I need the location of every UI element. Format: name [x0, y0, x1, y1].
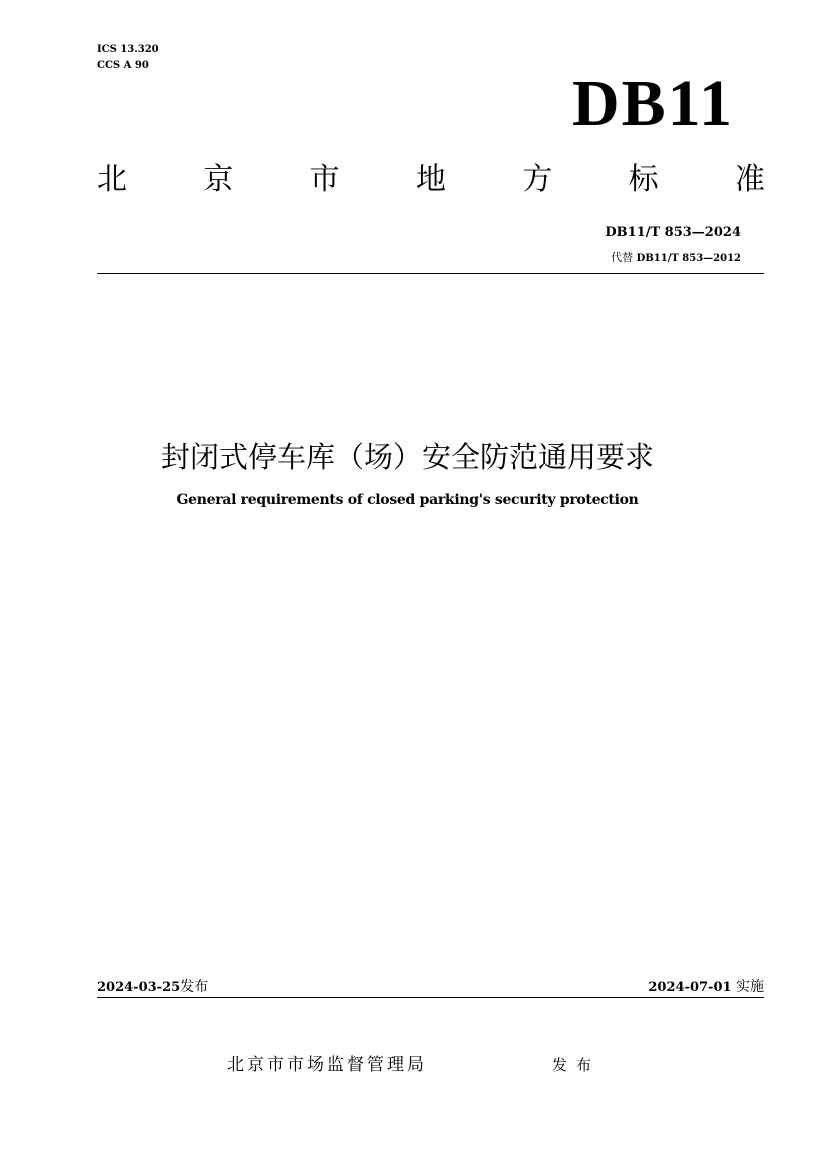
implement-block: [648, 977, 764, 998]
release-date: 2024-03-25: [97, 980, 181, 995]
release-label: 发布: [180, 979, 209, 995]
ics-code: ICS 13.320: [97, 44, 159, 55]
issued-label: 发布: [552, 1056, 601, 1074]
header-divider: [97, 273, 764, 274]
standard-type-char: 北: [97, 162, 127, 197]
standard-type-char: 标: [628, 162, 659, 197]
date-row: [97, 977, 764, 998]
standard-type-char: 地: [415, 162, 446, 197]
standard-type-char: 方: [522, 162, 553, 197]
replaces-prefix: 代替: [611, 251, 634, 264]
replaces-code: DB11/T 853—2012: [636, 253, 741, 264]
standard-type-char: 准: [734, 162, 765, 197]
standard-type-char: 京: [203, 162, 234, 197]
standard-type-char: 市: [309, 162, 340, 197]
db11-logo: DB11: [571, 67, 734, 140]
standard-type-heading: [97, 158, 765, 202]
title-chinese: 封闭式停车库（场）安全防范通用要求: [160, 440, 654, 474]
implement-label: 实施: [736, 979, 764, 995]
classification-codes: [97, 42, 159, 74]
replaces-line: [611, 251, 741, 266]
footer-divider: [97, 997, 764, 998]
issuer-name: 北京市市场监督管理局: [227, 1055, 427, 1075]
ccs-code: CCS A 90: [97, 60, 149, 71]
implement-date: 2024-07-01: [648, 980, 732, 995]
standard-number: DB11/T 853—2024: [605, 225, 741, 240]
release-block: [97, 977, 208, 998]
title-english: General requirements of closed parking's security protection: [176, 492, 639, 508]
